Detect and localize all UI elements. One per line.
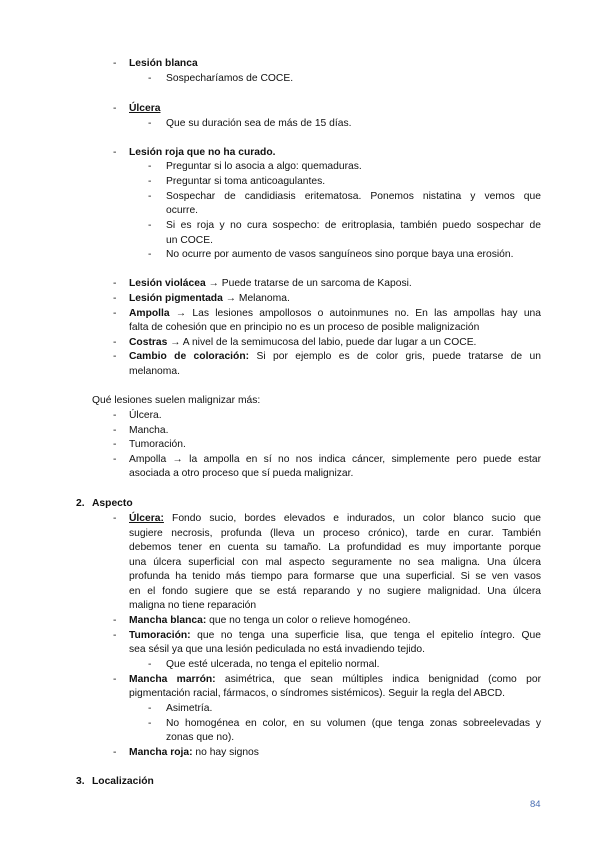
bullet-dash: -	[113, 337, 117, 348]
list-item: Cambio de coloración: Si por ejemplo es de color gris, puede tratarse de un	[129, 351, 541, 362]
list-item-continuation: en el fondo sugiere que se está reparando y no sugiere malignidad. Una úlcera	[129, 586, 541, 597]
sub-item-continuation: zonas que no).	[166, 732, 235, 743]
list-item: Tumoración: que no tenga una superficie lisa, que tenga el epitelio íntegro. Que	[129, 630, 541, 641]
bullet-dash: -	[148, 220, 152, 231]
list-item-continuation: melanoma.	[129, 366, 180, 377]
sub-item: Que esté ulcerada, no tenga el epitelio normal.	[166, 659, 380, 670]
section-number: 2.	[76, 498, 85, 509]
bullet-dash: -	[148, 118, 152, 129]
bullet-dash: -	[148, 703, 152, 714]
sub-item: Preguntar si toma anticoagulantes.	[166, 176, 326, 187]
bullet-dash: -	[113, 147, 117, 158]
section-number: 3.	[76, 776, 85, 787]
list-item-continuation: falta de cohesión que en principio no es un proceso de posible malignización	[129, 322, 480, 333]
sub-item-continuation: un COCE.	[166, 235, 213, 246]
sub-item: Si es roja y no cura sospecho: de eritroplasia, también puedo sospechar de	[166, 220, 541, 231]
list-item: Úlcera.	[129, 410, 162, 421]
bullet-dash: -	[113, 410, 117, 421]
list-item-continuation: profunda ha tenido más tiempo para formarse que una superficial. Si se ven vasos	[129, 571, 541, 582]
sub-item: Sospecharíamos de COCE.	[166, 73, 294, 84]
bullet-dash: -	[113, 439, 117, 450]
item-heading: Lesión blanca	[129, 58, 198, 69]
bullet-dash: -	[113, 103, 117, 114]
section-title: Aspecto	[92, 498, 133, 509]
list-item: Úlcera: Fondo sucio, bordes elevados e indurados, un color blanco sucio que	[129, 513, 541, 524]
sub-item: Preguntar si lo asocia a algo: quemaduras.	[166, 161, 362, 172]
bullet-dash: -	[113, 351, 117, 362]
list-item: Ampolla → la ampolla en sí no nos indica cáncer, simplemente pero puede estar	[129, 454, 541, 465]
bullet-dash: -	[113, 454, 117, 465]
list-item: Mancha.	[129, 425, 169, 436]
list-item-continuation: sea sésil ya que una lesión pediculada no está invadiendo tejido.	[129, 644, 425, 655]
list-item: Ampolla → Las lesiones ampollosos o autoinmunes no. En las ampollas hay una	[129, 308, 541, 319]
sub-item: Asimetría.	[166, 703, 213, 714]
bullet-dash: -	[113, 58, 117, 69]
item-heading: Lesión roja que no ha curado.	[129, 147, 276, 158]
bullet-dash: -	[148, 161, 152, 172]
sub-item-continuation: ocurre.	[166, 205, 199, 216]
bullet-dash: -	[148, 73, 152, 84]
bullet-dash: -	[113, 630, 117, 641]
list-item-continuation: sugiere necrosis, profunda (lleva un proceso crónico), tarde en curar. También	[129, 528, 541, 539]
list-item: Costras → A nivel de la semimucosa del labio, puede dar lugar a un COCE.	[129, 337, 477, 348]
sub-item: No homogénea en color, en su volumen (que tenga zonas sobreelevadas y	[166, 718, 541, 729]
list-item: Mancha roja: no hay signos	[129, 747, 259, 758]
bullet-dash: -	[148, 659, 152, 670]
list-item-continuation: maligna no tiene reparación	[129, 600, 257, 611]
list-item-continuation: pigmentación racial, fármacos, o síndromes sistémicos). Seguir la regla del ABCD.	[129, 688, 505, 699]
bullet-dash: -	[148, 249, 152, 260]
item-heading: Úlcera	[129, 103, 161, 114]
bullet-dash: -	[148, 191, 152, 202]
bullet-dash: -	[113, 747, 117, 758]
list-item: Mancha marrón: asimétrica, que sean múltiples indica benignidad (como por	[129, 674, 541, 685]
bullet-dash: -	[113, 278, 117, 289]
bullet-dash: -	[113, 293, 117, 304]
bullet-dash: -	[113, 615, 117, 626]
sub-item: No ocurre por aumento de vasos sanguíneos sino porque baya una erosión.	[166, 249, 514, 260]
list-item: Tumoración.	[129, 439, 186, 450]
question-text: Qué lesiones suelen malignizar más:	[92, 395, 261, 406]
bullet-dash: -	[113, 308, 117, 319]
page-number: 84	[530, 799, 541, 810]
bullet-dash: -	[113, 674, 117, 685]
sub-item: Sospechar de candidiasis eritematosa. Ponemos nistatina y vemos que	[166, 191, 541, 202]
list-item: Lesión pigmentada → Melanoma.	[129, 293, 290, 304]
list-item: Lesión violácea → Puede tratarse de un sarcoma de Kaposi.	[129, 278, 412, 289]
list-item-continuation: una úlcera superficial con mal aspecto seguramente no sea maligna. Una úlcera	[129, 557, 541, 568]
list-item-continuation: asociada a otro proceso que sí pueda malignizar.	[129, 468, 354, 479]
list-item-continuation: debemos tener en cuenta su tamaño. La profundidad es muy importante porque	[129, 542, 541, 553]
bullet-dash: -	[113, 513, 117, 524]
bullet-dash: -	[148, 718, 152, 729]
sub-item: Que su duración sea de más de 15 días.	[166, 118, 352, 129]
bullet-dash: -	[148, 176, 152, 187]
bullet-dash: -	[113, 425, 117, 436]
section-title: Localización	[92, 776, 154, 787]
list-item: Mancha blanca: que no tenga un color o relieve homogéneo.	[129, 615, 411, 626]
